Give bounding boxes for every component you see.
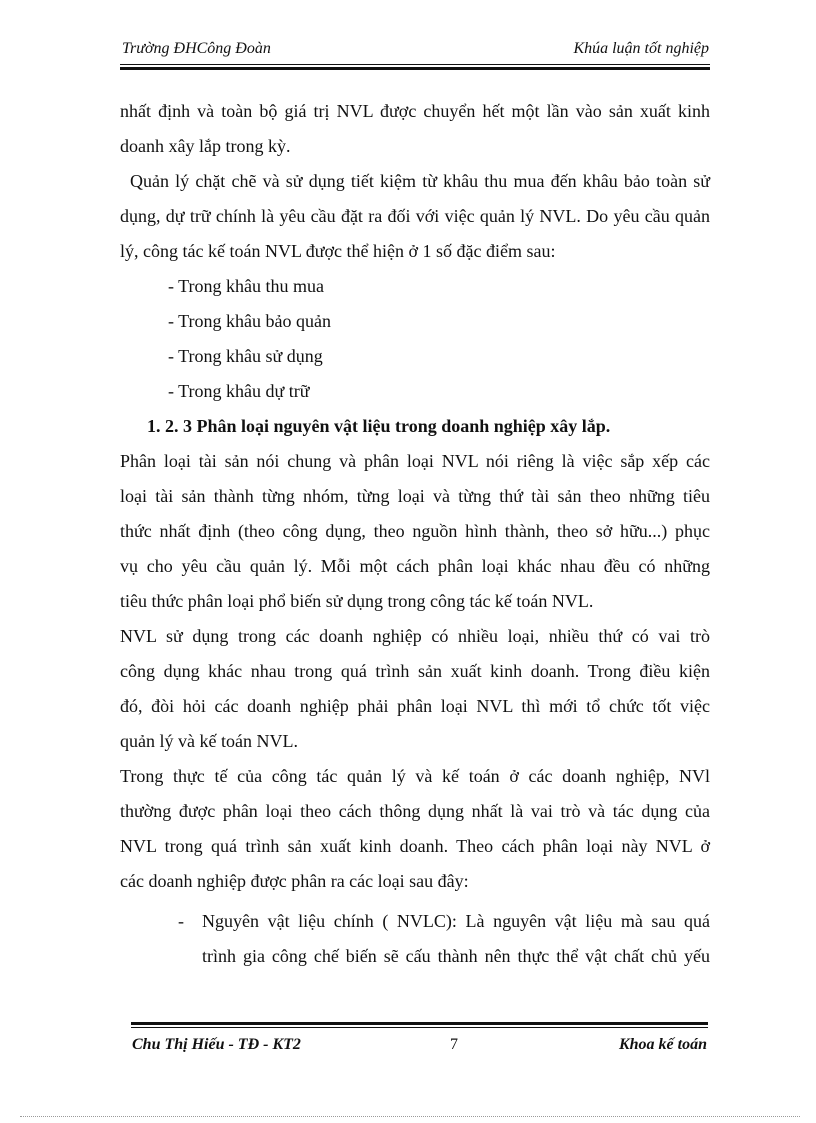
paragraph-line: quản lý và kế toán NVL. <box>120 731 298 751</box>
footer-author: Chu Thị Hiếu - TĐ - KT2 <box>132 1036 301 1053</box>
footer-rule-thick <box>131 1022 708 1025</box>
bullet-line: trình gia công chế biến sẽ cấu thành nên thực thể vật chất chủ yếu <box>202 946 710 966</box>
paragraph-line: tiêu thức phân loại phổ biến sử dụng trong công tác kế toán NVL. <box>120 591 594 611</box>
list-item: - Trong khâu bảo quản <box>168 311 331 331</box>
paragraph-line: lý, công tác kế toán NVL được thể hiện ở 1 số đặc điểm sau: <box>120 241 556 261</box>
list-item: - Trong khâu thu mua <box>168 276 325 296</box>
header-thesis-title: Khúa luận tốt nghiệp <box>573 40 709 57</box>
bullet-dash: - <box>178 911 184 931</box>
bullet-line: Nguyên vật liệu chính ( NVLC): Là nguyên vật liệu mà sau quá <box>202 911 710 931</box>
page-header <box>122 40 709 58</box>
paragraph-line: doanh xây lắp trong kỳ. <box>120 136 291 156</box>
paragraph-line: đó, đòi hỏi các doanh nghiệp phải phân loại NVL thì mới tổ chức tốt việc <box>120 696 710 716</box>
paragraph-line: loại tài sản thành từng nhóm, từng loại và từng thứ tài sản theo những tiêu <box>120 486 710 506</box>
footer-rule-thin <box>131 1027 708 1028</box>
list-item: - Trong khâu dự trữ <box>168 381 310 401</box>
header-university: Trường ĐHCông Đoàn <box>122 40 271 57</box>
paragraph-line: thường được phân loại theo cách thông dụng nhất là vai trò và tác dụng của <box>120 801 710 821</box>
header-rule-thin <box>120 64 710 65</box>
paragraph-line: Quản lý chặt chẽ và sử dụng tiết kiệm từ khâu thu mua đến khâu bảo toàn sử <box>130 171 710 191</box>
paragraph-line: NVL sử dụng trong các doanh nghiệp có nhiều loại, nhiều thứ có vai trò <box>120 626 710 646</box>
page-edge-divider <box>20 1116 800 1117</box>
list-item: - Trong khâu sử dụng <box>168 346 323 366</box>
paragraph-line: công dụng khác nhau trong quá trình sản xuất kinh doanh. Trong điều kiện <box>120 661 710 681</box>
footer-department: Khoa kế toán <box>618 1036 707 1053</box>
paragraph-line: nhất định và toàn bộ giá trị NVL được chuyển hết một lần vào sản xuất kinh <box>120 101 710 121</box>
paragraph-line: thức nhất định (theo công dụng, theo nguồn hình thành, theo sở hữu...) phục <box>120 521 710 541</box>
page-number: 7 <box>450 1036 458 1053</box>
header-rule-thick <box>120 67 710 70</box>
paragraph-line: Trong thực tế của công tác quản lý và kế toán ở các doanh nghiệp, NVl <box>120 766 710 786</box>
section-heading: 1. 2. 3 Phân loại nguyên vật liệu trong doanh nghiệp xây lắp. <box>147 416 611 436</box>
paragraph-line: dụng, dự trữ chính là yêu cầu đặt ra đối với việc quản lý NVL. Do yêu cầu quản <box>120 206 710 226</box>
paragraph-line: các doanh nghiệp được phân ra các loại sau đây: <box>120 871 469 891</box>
paragraph-line: Phân loại tài sản nói chung và phân loại NVL nói riêng là việc sắp xếp các <box>120 451 710 471</box>
paragraph-line: NVL trong quá trình sản xuất kinh doanh. Theo cách phân loại này NVL ở <box>120 836 710 856</box>
paragraph-line: vụ cho yêu cầu quản lý. Mỗi một cách phân loại khác nhau đều có những <box>120 556 710 576</box>
